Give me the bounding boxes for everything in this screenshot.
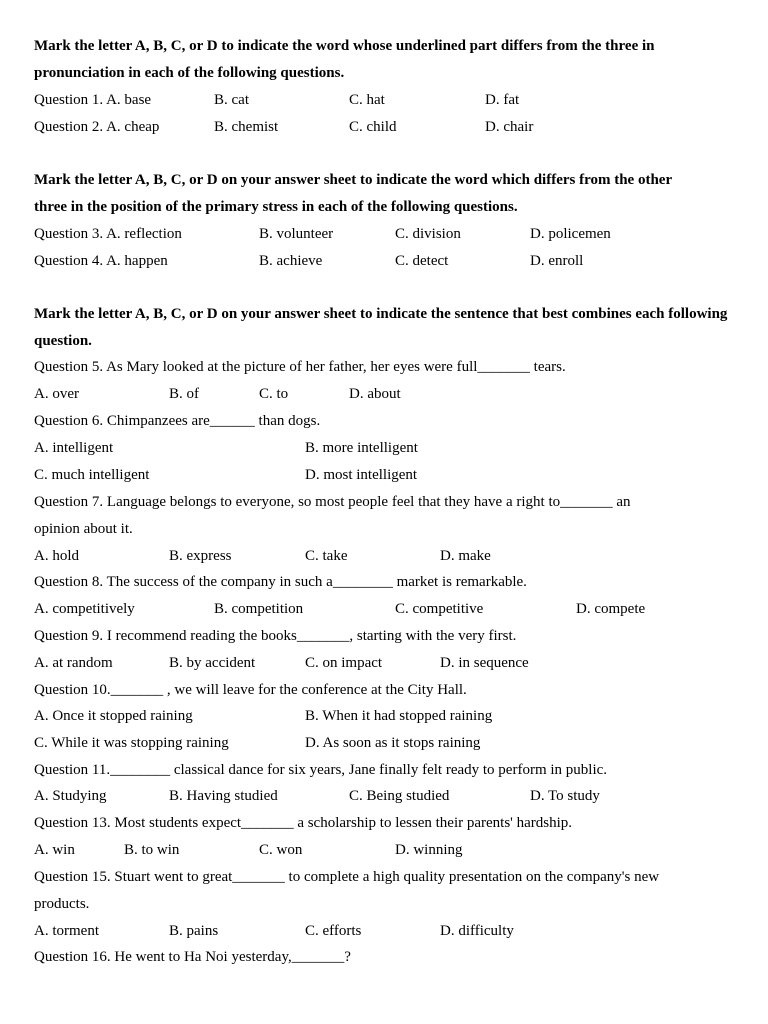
question-2-option-b: B. chemist — [214, 119, 279, 135]
question-9-option-a: A. at random — [34, 655, 113, 671]
question-5-option-a: A. over — [34, 386, 79, 402]
question-6-stem: Question 6. Chimpanzees are______ than dogs. — [34, 413, 321, 429]
question-9-stem: Question 9. I recommend reading the books_______, starting with the very first. — [34, 628, 517, 644]
question-5-option-c: C. to — [259, 386, 289, 402]
question-6-option-c: C. much intelligent — [34, 467, 150, 483]
question-8-option-a: A. competitively — [34, 601, 135, 617]
question-11-option-c: C. Being studied — [349, 788, 450, 804]
question-10-stem: Question 10._______ , we will leave for the conference at the City Hall. — [34, 682, 467, 698]
question-8-option-b: B. competition — [214, 601, 304, 617]
question-9-option-c: C. on impact — [305, 655, 383, 671]
question-7-stem-line-1: Question 7. Language belongs to everyone, so most people feel that they have a right to_______ an — [34, 494, 631, 510]
question-10-option-d: D. As soon as it stops raining — [305, 735, 481, 751]
question-4-option-c: C. detect — [395, 253, 449, 269]
question-7-option-c: C. take — [305, 548, 348, 564]
section-1-instruction-line-1: Mark the letter A, B, C, or D to indicate the word whose underlined part differs from the three in — [34, 38, 655, 54]
section-3-instruction-line-2: question. — [34, 333, 92, 349]
question-5-option-d: D. about — [349, 386, 401, 402]
question-9-option-d: D. in sequence — [440, 655, 529, 671]
question-3-option-b: B. volunteer — [259, 226, 334, 242]
question-10-option-b: B. When it had stopped raining — [305, 708, 493, 724]
question-3-option-d: D. policemen — [530, 226, 611, 242]
question-13-option-a: A. win — [34, 842, 75, 858]
question-4-option-b: B. achieve — [259, 253, 323, 269]
question-15-option-b: B. pains — [169, 923, 219, 939]
question-9-option-b: B. by accident — [169, 655, 256, 671]
question-8-stem: Question 8. The success of the company in such a________ market is remarkable. — [34, 574, 527, 590]
section-2-instruction-line-1: Mark the letter A, B, C, or D on your answer sheet to indicate the word which differs from the other — [34, 172, 673, 188]
question-5-stem: Question 5. As Mary looked at the picture of her father, her eyes were full_______ tears. — [34, 359, 566, 375]
question-8-option-d: D. compete — [576, 601, 646, 617]
question-11-option-d: D. To study — [530, 788, 600, 804]
question-7-stem-line-2: opinion about it. — [34, 521, 133, 537]
question-8-option-c: C. competitive — [395, 601, 484, 617]
question-1-option-b: B. cat — [214, 92, 249, 108]
question-13-option-d: D. winning — [395, 842, 463, 858]
question-15-option-d: D. difficulty — [440, 923, 514, 939]
question-1-option-d: D. fat — [485, 92, 520, 108]
question-6-option-a: A. intelligent — [34, 440, 114, 456]
question-10-option-c: C. While it was stopping raining — [34, 735, 229, 751]
section-3-instruction-line-1: Mark the letter A, B, C, or D on your answer sheet to indicate the sentence that best combines each following — [34, 306, 728, 322]
question-2-option-c: C. child — [349, 119, 397, 135]
question-11-option-a: A. Studying — [34, 788, 107, 804]
question-6-option-d: D. most intelligent — [305, 467, 418, 483]
question-3-option-c: C. division — [395, 226, 461, 242]
question-7-option-b: B. express — [169, 548, 232, 564]
question-2-stem: Question 2. A. cheap — [34, 119, 160, 135]
question-4-option-d: D. enroll — [530, 253, 584, 269]
question-15-option-a: A. torment — [34, 923, 99, 939]
question-11-option-b: B. Having studied — [169, 788, 278, 804]
question-16-stem: Question 16. He went to Ha Noi yesterday,_______? — [34, 949, 351, 965]
question-13-option-c: C. won — [259, 842, 303, 858]
question-1-stem: Question 1. A. base — [34, 92, 152, 108]
question-15-stem-line-2: products. — [34, 896, 90, 912]
question-7-option-a: A. hold — [34, 548, 79, 564]
question-3-stem: Question 3. A. reflection — [34, 226, 182, 242]
section-2-instruction-line-2: three in the position of the primary stress in each of the following questions. — [34, 199, 518, 215]
question-5-option-b: B. of — [169, 386, 199, 402]
question-4-stem: Question 4. A. happen — [34, 253, 168, 269]
question-6-option-b: B. more intelligent — [305, 440, 418, 456]
question-10-option-a: A. Once it stopped raining — [34, 708, 193, 724]
section-1-instruction-line-2: pronunciation in each of the following questions. — [34, 65, 345, 81]
question-13-stem: Question 13. Most students expect_______ a scholarship to lessen their parents' hardship. — [34, 815, 573, 831]
question-2-option-d: D. chair — [485, 119, 534, 135]
question-15-stem-line-1: Question 15. Stuart went to great_______ to complete a high quality presentation on the company's new — [34, 869, 660, 885]
question-7-option-d: D. make — [440, 548, 491, 564]
question-15-option-c: C. efforts — [305, 923, 362, 939]
question-11-stem: Question 11.________ classical dance for six years, Jane finally felt ready to perform in public. — [34, 762, 608, 778]
question-13-option-b: B. to win — [124, 842, 180, 858]
question-1-option-c: C. hat — [349, 92, 385, 108]
